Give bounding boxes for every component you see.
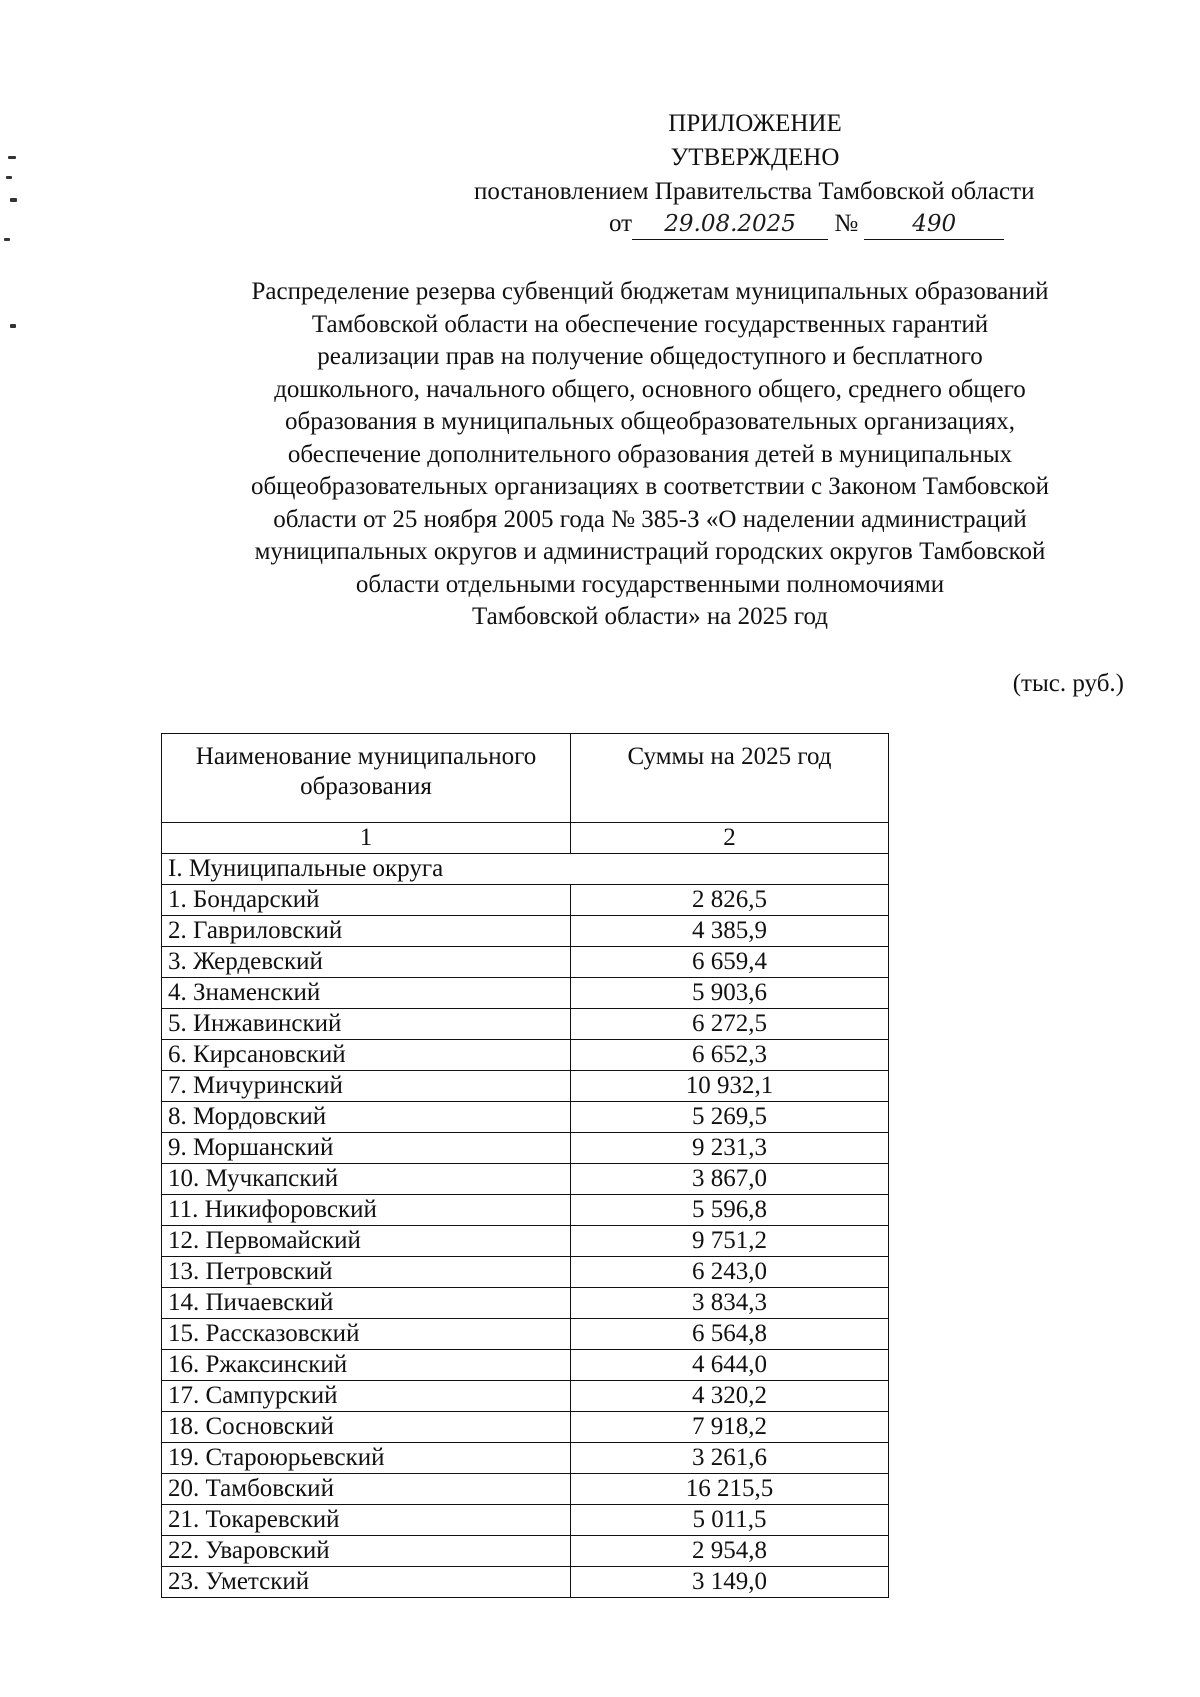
municipality-name: 2. Гавриловский (162, 916, 571, 947)
scan-mark (6, 176, 12, 179)
amount-value: 9 231,3 (571, 1133, 889, 1164)
scan-mark (10, 198, 17, 202)
municipality-name: 14. Пичаевский (162, 1288, 571, 1319)
table-row (162, 1257, 889, 1288)
section-title: I. Муниципальные округа (162, 854, 889, 885)
municipality-name: 9. Моршанский (162, 1133, 571, 1164)
table-row (162, 885, 889, 916)
municipality-name: 5. Инжавинский (162, 1009, 571, 1040)
title-line: Тамбовской области на обеспечение государственных гарантий (311, 310, 989, 338)
municipality-name: 11. Никифоровский (162, 1195, 571, 1226)
column-header-name: Наименование муниципального образования (162, 734, 571, 823)
amount-value: 3 261,6 (571, 1443, 889, 1474)
municipality-name: 21. Токаревский (162, 1505, 571, 1536)
table-header-row (162, 734, 889, 823)
title-line: реализации прав на получение общедоступного и бесплатного (317, 343, 983, 370)
amount-value: 2 954,8 (571, 1536, 889, 1567)
title-line: дошкольного, начального общего, основного общего, среднего общего (274, 375, 1026, 403)
municipality-name: 4. Знаменский (162, 978, 571, 1009)
table-row (162, 1567, 889, 1598)
amount-value: 5 596,8 (571, 1195, 889, 1226)
table-row (162, 947, 889, 978)
table-row (162, 1164, 889, 1195)
amount-value: 4 385,9 (571, 916, 889, 947)
amount-value: 6 564,8 (571, 1319, 889, 1350)
amount-value: 3 834,3 (571, 1288, 889, 1319)
distribution-table (161, 733, 889, 1598)
amount-value: 6 652,3 (571, 1040, 889, 1071)
column-number-1: 1 (162, 823, 571, 854)
table-row (162, 1381, 889, 1412)
municipality-name: 8. Мордовский (162, 1102, 571, 1133)
units-label: (тыс. руб.) (1012, 670, 1124, 697)
table-row (162, 1195, 889, 1226)
municipality-name: 16. Ржаксинский (162, 1350, 571, 1381)
table-row (162, 1009, 889, 1040)
amount-value: 2 826,5 (571, 885, 889, 916)
title-line: образования в муниципальных общеобразовательных организациях, (285, 408, 1015, 435)
table-row (162, 1350, 889, 1381)
municipality-name: 22. Уваровский (162, 1536, 571, 1567)
amount-value: 5 011,5 (571, 1505, 889, 1536)
appendix-label: ПРИЛОЖЕНИЕ (668, 110, 842, 137)
amount-value: 6 272,5 (571, 1009, 889, 1040)
amount-value: 6 659,4 (571, 947, 889, 978)
table-row (162, 1536, 889, 1567)
table-row (162, 1040, 889, 1071)
column-number-row (162, 823, 889, 854)
number-prefix: № (834, 210, 859, 237)
municipality-name: 17. Сампурский (162, 1381, 571, 1412)
scan-mark (8, 156, 16, 159)
title-line: обеспечение дополнительного образования детей в муниципальных (287, 440, 1013, 468)
amount-value: 7 918,2 (571, 1412, 889, 1443)
amount-value: 6 243,0 (571, 1257, 889, 1288)
amount-value: 5 903,6 (571, 978, 889, 1009)
amount-value: 3 867,0 (571, 1164, 889, 1195)
decree-number: 490 (864, 209, 1004, 240)
amount-value: 3 149,0 (571, 1567, 889, 1598)
title-line: общеобразовательных организациях в соответствии с Законом Тамбовской (250, 473, 1050, 500)
date-prefix: от (609, 210, 633, 237)
municipality-name: 12. Первомайский (162, 1226, 571, 1257)
table-row (162, 1474, 889, 1505)
table-row (162, 1133, 889, 1164)
municipality-name: 13. Петровский (162, 1257, 571, 1288)
amount-value: 9 751,2 (571, 1226, 889, 1257)
municipality-name: 10. Мучкапский (162, 1164, 571, 1195)
table-row (162, 1412, 889, 1443)
municipality-name: 19. Староюрьевский (162, 1443, 571, 1474)
table-row (162, 1288, 889, 1319)
amount-value: 5 269,5 (571, 1102, 889, 1133)
title-line: Распределение резерва субвенций бюджетам муниципальных образований (251, 278, 1049, 305)
decree-date: 29.08.2025 (632, 209, 828, 240)
table-row (162, 1071, 889, 1102)
amount-value: 4 644,0 (571, 1350, 889, 1381)
table-row (162, 1319, 889, 1350)
approved-label: УТВЕРЖДЕНО (670, 144, 840, 171)
municipality-name: 23. Уметский (162, 1567, 571, 1598)
document-title (150, 276, 1150, 634)
amount-value: 10 932,1 (571, 1071, 889, 1102)
decree-line: постановлением Правительства Тамбовской области (474, 178, 1035, 205)
table-row (162, 1443, 889, 1474)
scan-mark (10, 324, 16, 328)
amount-value: 16 215,5 (571, 1474, 889, 1505)
scan-mark (4, 238, 10, 241)
municipality-name: 1. Бондарский (162, 885, 571, 916)
table-row (162, 978, 889, 1009)
municipality-name: 15. Рассказовский (162, 1319, 571, 1350)
municipality-name: 18. Сосновский (162, 1412, 571, 1443)
column-header-amount: Суммы на 2025 год (571, 734, 889, 823)
municipality-name: 3. Жердевский (162, 947, 571, 978)
table-row (162, 916, 889, 947)
title-line: области отдельными государственными полномочиями (355, 570, 945, 598)
table-row (162, 1102, 889, 1133)
municipality-name: 7. Мичуринский (162, 1071, 571, 1102)
title-line: Тамбовской области» на 2025 год (472, 603, 828, 630)
title-line: муниципальных округов и администраций городских округов Тамбовской (254, 538, 1046, 565)
amount-value: 4 320,2 (571, 1381, 889, 1412)
municipality-name: 6. Кирсановский (162, 1040, 571, 1071)
table-row (162, 1226, 889, 1257)
section-row (162, 854, 889, 885)
table-row (162, 1505, 889, 1536)
column-number-2: 2 (571, 823, 889, 854)
date-number-line (609, 208, 1004, 240)
municipality-name: 20. Тамбовский (162, 1474, 571, 1505)
title-line: области от 25 ноября 2005 года № 385-З «О наделении администраций (273, 505, 1027, 533)
